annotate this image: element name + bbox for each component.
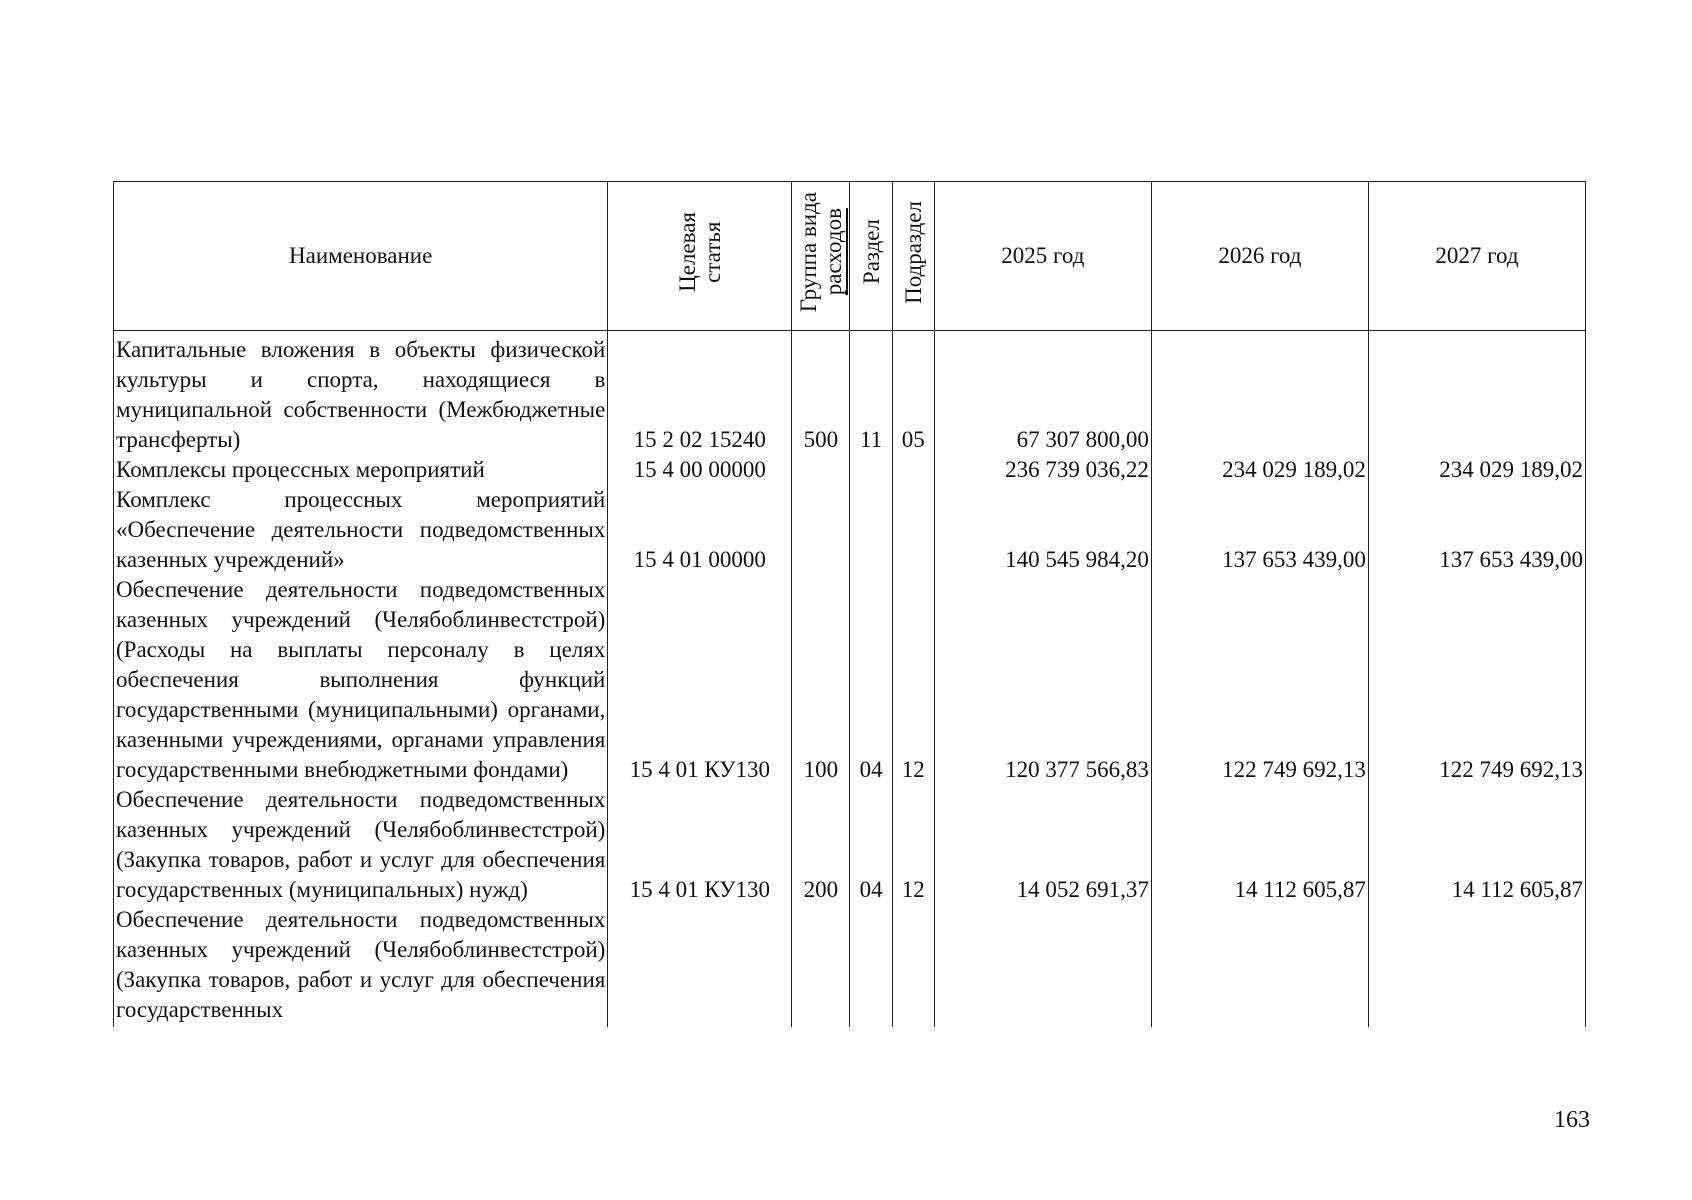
row-name: Капитальные вложения в объекты физической культуры и спорта, находящиеся в муниципальной собственности (Межбюджетные трансферты) <box>114 331 608 456</box>
row-amount-2025: 120 377 566,83 <box>934 575 1151 785</box>
row-name: Обеспечение деятельности подведомственных казенных учреждений (Челябоблинвестстрой) (Расходы на выплаты персоналу в целях обеспечения выполнения функций государственными (муниципальными) органами, казенными учреждениями, органами управления государственными внебюджетными фондами) <box>114 575 608 785</box>
header-name-text: Наименование <box>289 243 433 268</box>
page-number: 163 <box>1554 1107 1590 1133</box>
table-row <box>114 905 1586 1027</box>
row-target-article <box>608 905 792 1027</box>
row-expense-group: 500 <box>792 331 850 456</box>
header-year-2025-text: 2025 год <box>1001 243 1085 268</box>
row-name: Комплексы процессных мероприятий <box>114 455 608 485</box>
row-amount-2025: 67 307 800,00 <box>934 331 1151 456</box>
header-year-2026-text: 2026 год <box>1218 243 1302 268</box>
row-subsection: 12 <box>892 785 934 905</box>
row-subsection: 12 <box>892 575 934 785</box>
table-row <box>114 575 1586 785</box>
row-expense-group <box>792 455 850 485</box>
header-target-article <box>608 182 792 331</box>
row-amount-2027 <box>1368 331 1585 456</box>
header-subsection-text: Подраздел <box>900 200 926 304</box>
row-target-article: 15 4 00 00000 <box>608 455 792 485</box>
header-year-2027 <box>1368 182 1585 331</box>
row-amount-2026: 137 653 439,00 <box>1151 485 1368 575</box>
row-amount-2026: 234 029 189,02 <box>1151 455 1368 485</box>
header-year-2027-text: 2027 год <box>1435 243 1519 268</box>
row-expense-group: 200 <box>792 785 850 905</box>
row-name: Обеспечение деятельности подведомственных казенных учреждений (Челябоблинвестстрой) (Закупка товаров, работ и услуг для обеспечения государственных <box>114 905 608 1027</box>
header-expense-group-line1: Группа вида <box>795 191 821 313</box>
row-amount-2025: 140 545 984,20 <box>934 485 1151 575</box>
header-target-article-line2: статья <box>699 221 725 283</box>
row-name: Комплекс процессных мероприятий «Обеспечение деятельности подведомственных казенных учреждений» <box>114 485 608 575</box>
row-amount-2027: 122 749 692,13 <box>1368 575 1585 785</box>
header-expense-group <box>792 182 850 331</box>
row-amount-2026 <box>1151 905 1368 1027</box>
row-name: Обеспечение деятельности подведомственных казенных учреждений (Челябоблинвестстрой) (Закупка товаров, работ и услуг для обеспечения государственных (муниципальных) нужд) <box>114 785 608 905</box>
row-subsection: 05 <box>892 331 934 456</box>
header-year-2026 <box>1151 182 1368 331</box>
row-subsection <box>892 455 934 485</box>
table-row <box>114 455 1586 485</box>
row-expense-group <box>792 485 850 575</box>
row-section: 04 <box>850 785 892 905</box>
header-target-article-line1: Целевая <box>674 212 700 292</box>
header-target-article-text <box>675 212 725 292</box>
row-expense-group <box>792 905 850 1027</box>
row-section: 04 <box>850 575 892 785</box>
header-expense-group-line2: расходов <box>820 208 846 296</box>
row-target-article: 15 2 02 15240 <box>608 331 792 456</box>
header-section-text: Раздел <box>858 219 884 285</box>
budget-expenditure-table <box>113 181 1586 1027</box>
row-amount-2025: 14 052 691,37 <box>934 785 1151 905</box>
row-target-article: 15 4 01 00000 <box>608 485 792 575</box>
row-amount-2027: 234 029 189,02 <box>1368 455 1585 485</box>
table-row <box>114 331 1586 456</box>
table-row <box>114 485 1586 575</box>
row-amount-2026 <box>1151 331 1368 456</box>
header-expense-group-text <box>796 192 846 312</box>
row-target-article: 15 4 01 КУ130 <box>608 785 792 905</box>
row-expense-group: 100 <box>792 575 850 785</box>
header-name <box>114 182 608 331</box>
row-amount-2027 <box>1368 905 1585 1027</box>
row-amount-2026: 14 112 605,87 <box>1151 785 1368 905</box>
row-amount-2027: 14 112 605,87 <box>1368 785 1585 905</box>
row-amount-2027: 137 653 439,00 <box>1368 485 1585 575</box>
row-subsection <box>892 905 934 1027</box>
row-section <box>850 485 892 575</box>
row-amount-2025: 236 739 036,22 <box>934 455 1151 485</box>
header-subsection <box>892 182 934 331</box>
row-section <box>850 455 892 485</box>
header-section <box>850 182 892 331</box>
row-target-article: 15 4 01 КУ130 <box>608 575 792 785</box>
header-year-2025 <box>934 182 1151 331</box>
table-row <box>114 785 1586 905</box>
row-section <box>850 905 892 1027</box>
row-amount-2025 <box>934 905 1151 1027</box>
row-section: 11 <box>850 331 892 456</box>
table-header-row <box>114 182 1586 331</box>
row-amount-2026: 122 749 692,13 <box>1151 575 1368 785</box>
row-subsection <box>892 485 934 575</box>
